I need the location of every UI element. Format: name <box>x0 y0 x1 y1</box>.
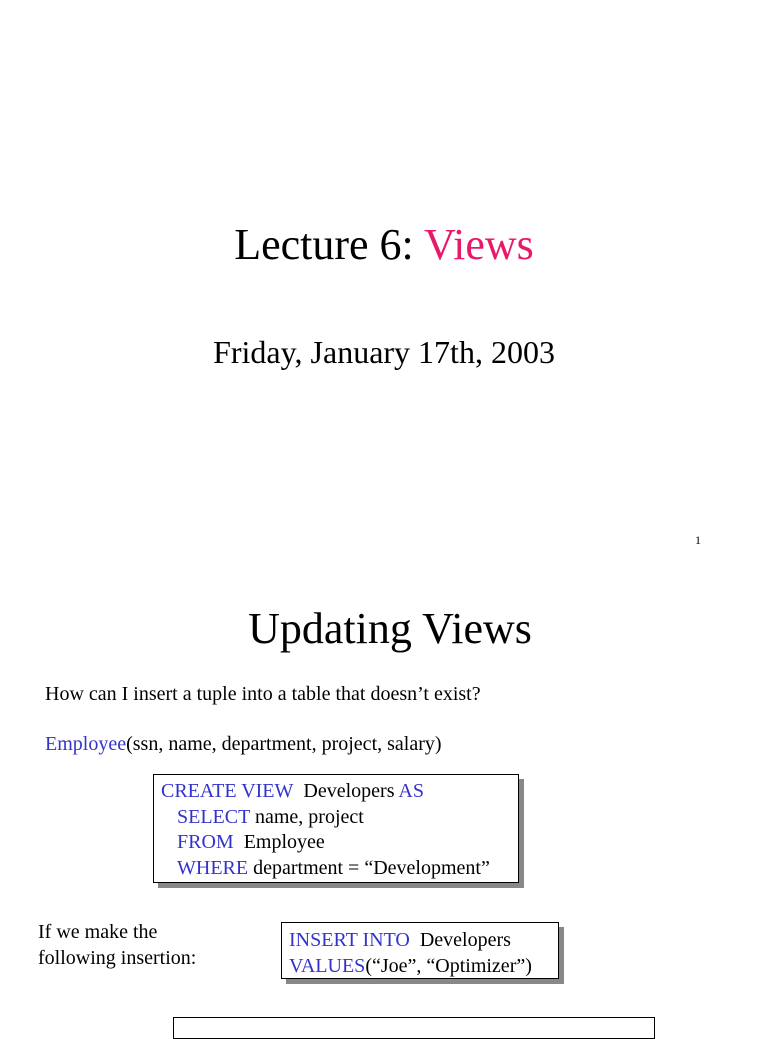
insertion-text-line-1: If we make the <box>38 921 158 943</box>
kw-where: WHERE <box>177 856 249 879</box>
lecture-title-highlight: Views <box>423 220 534 269</box>
sql-where-line <box>161 856 518 882</box>
create-view-box <box>153 774 519 883</box>
insertion-text-line-2: following insertion: <box>38 947 197 969</box>
insert-target: Developers <box>419 929 511 951</box>
question-text: How can I insert a tuple into a table that doesn’t exist? <box>45 683 481 705</box>
slide-title: Updating Views <box>248 604 532 653</box>
sql-insert-line <box>289 928 558 954</box>
sql-values-line <box>289 954 558 980</box>
sql-select-line <box>161 805 518 831</box>
kw-from: FROM <box>177 831 234 853</box>
lecture-date: Friday, January 17th, 2003 <box>213 334 555 370</box>
schema-relation-name: Employee <box>45 733 127 755</box>
lecture-title <box>0 219 768 270</box>
insert-box <box>281 922 559 979</box>
kw-create-view: CREATE VIEW <box>161 780 294 802</box>
schema-line <box>45 733 442 756</box>
kw-values: VALUES <box>289 954 366 977</box>
kw-select: SELECT <box>177 805 250 828</box>
schema-attributes: (ssn, name, department, project, salary) <box>126 733 442 755</box>
insert-values: (“Joe”, “Optimizer”) <box>365 954 532 977</box>
truncated-box <box>173 1017 655 1039</box>
where-condition: department = “Development” <box>253 856 490 879</box>
lecture-title-prefix: Lecture 6: <box>234 220 424 269</box>
page-number: 1 <box>695 533 701 547</box>
sql-create-line <box>161 779 518 805</box>
sql-from-line <box>161 830 518 856</box>
kw-as: AS <box>398 780 424 802</box>
view-name: Developers <box>303 780 395 802</box>
select-columns: name, project <box>254 805 364 828</box>
kw-insert-into: INSERT INTO <box>289 929 410 951</box>
from-table: Employee <box>243 831 325 853</box>
